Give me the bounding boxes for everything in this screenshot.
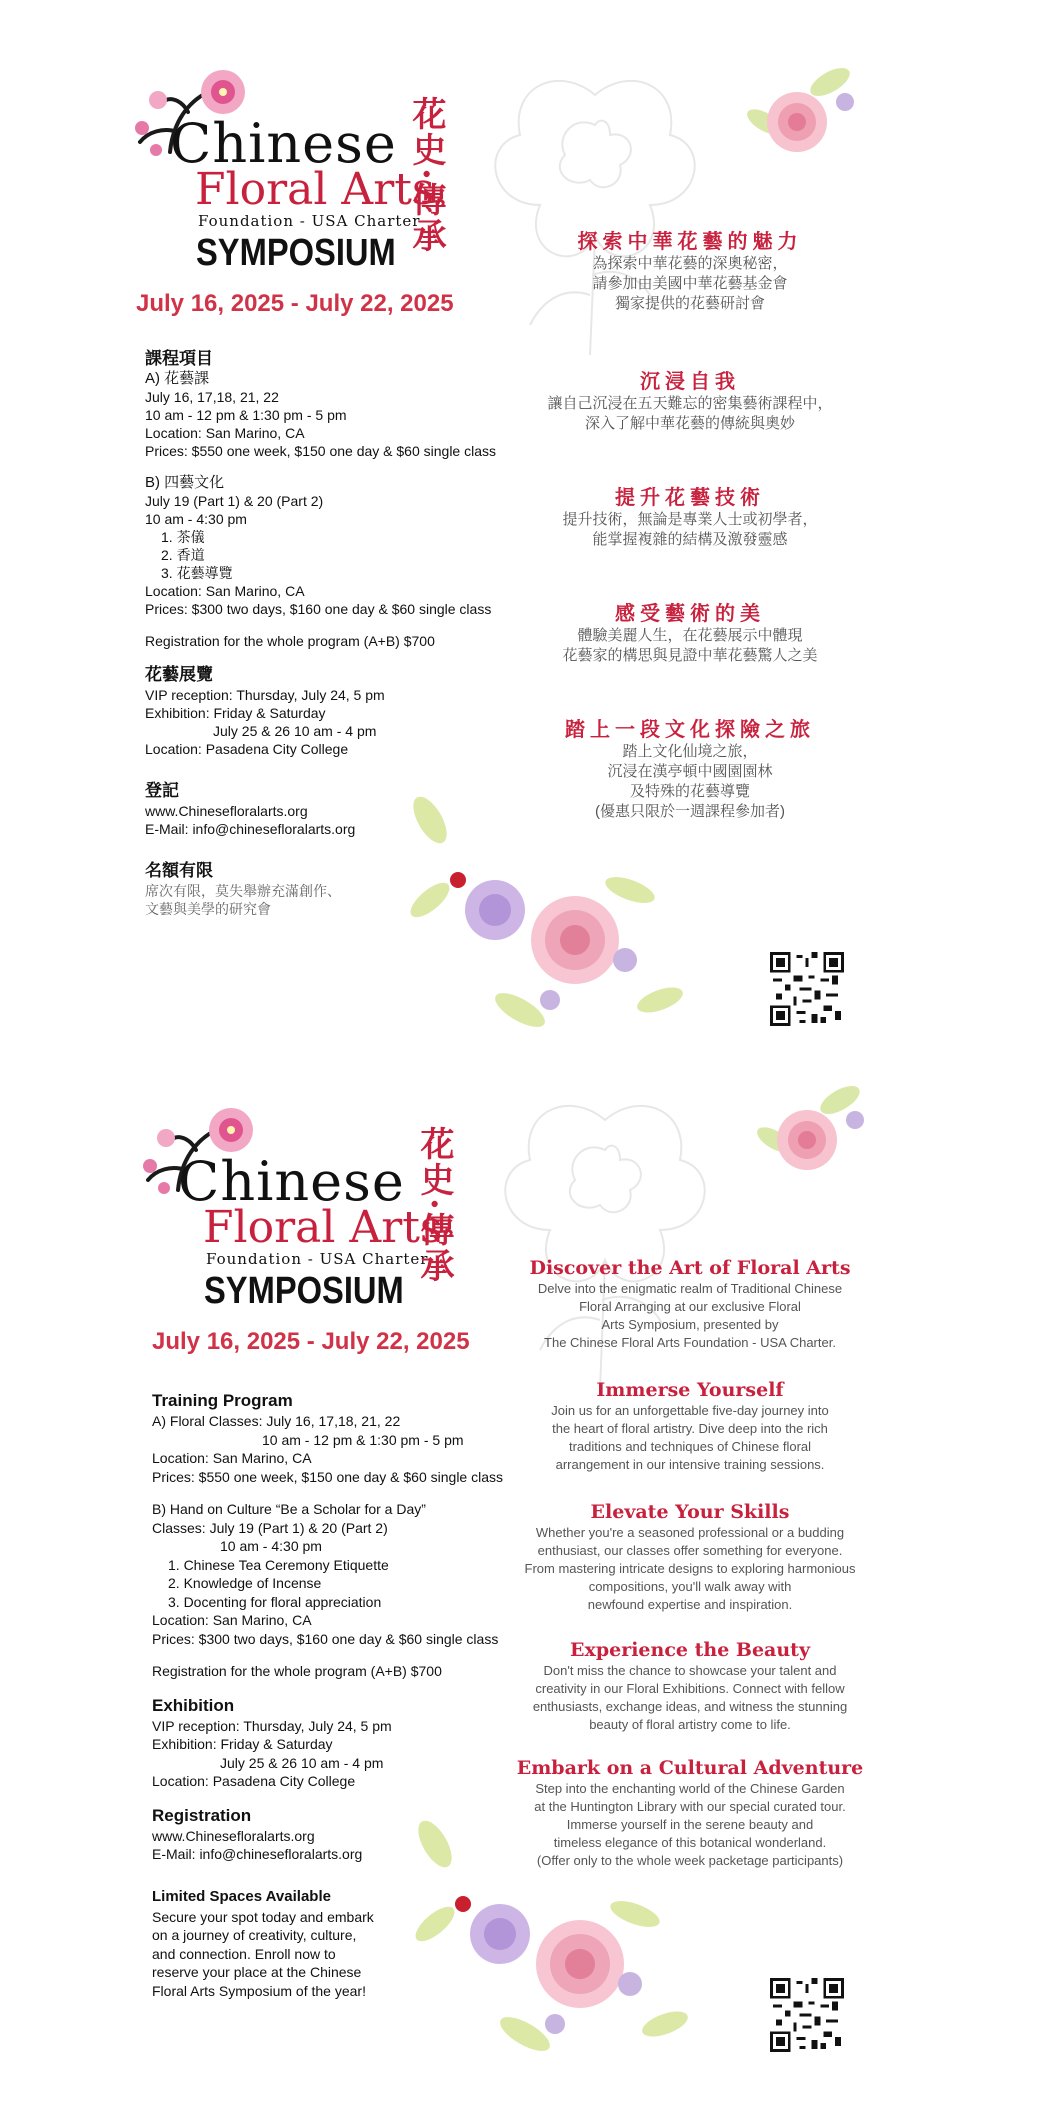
exhibition-days: Exhibition: Friday & Saturday (152, 1736, 333, 1752)
program-b-item: 2. 香道 (161, 547, 205, 563)
feature-line: creativity in our Floral Exhibitions. Connect with fellow (535, 1681, 845, 1696)
exhibition-vip: VIP reception: Thursday, July 24, 5 pm (145, 687, 385, 703)
feature-line: Floral Arranging at our exclusive Floral (579, 1299, 801, 1314)
program-b-item: 1. 茶儀 (161, 529, 205, 545)
exhibition-heading: Exhibition (152, 1695, 235, 1715)
feature-line: 體驗美麗人生，在花藝展示中體現 (577, 627, 803, 644)
exhibition-location: Location: Pasadena City College (145, 741, 349, 757)
limited-line: Secure your spot today and embark (152, 1908, 374, 1925)
limited-line: 席次有限，莫失舉辦充滿創作、 (145, 883, 341, 899)
registration-email: E-Mail: info@chinesefloralarts.org (145, 821, 356, 837)
right-feature-block (500, 228, 880, 314)
feature-title: 感受藝術的美 (615, 601, 765, 625)
right-feature-block (495, 1638, 885, 1734)
event-date-range: July 16, 2025 - July 22, 2025 (152, 1328, 470, 1355)
feature-line: 提升技術，無論是專業人士或初學者， (562, 511, 818, 528)
feature-line: 為探索中華花藝的深奧秘密， (592, 255, 788, 272)
program-b-location: Location: San Marino, CA (145, 583, 305, 599)
program-a-location: Location: San Marino, CA (145, 425, 305, 441)
logo-symposium-word: SYMPOSIUM (196, 232, 396, 274)
limited-heading: Limited Spaces Available (152, 1887, 331, 1905)
exhibition-days: Exhibition: Friday & Saturday (145, 705, 326, 721)
background-peony-icon (490, 1080, 720, 1400)
program-b-item: 3. 花藝導覽 (161, 565, 233, 581)
program-a-line: A) Floral Classes: July 16, 17,18, 21, 22 (152, 1413, 401, 1429)
feature-line: Don't miss the chance to showcase your talent and (543, 1663, 837, 1678)
feature-line: compositions, you'll walk away with (588, 1579, 792, 1594)
program-b-location: Location: San Marino, CA (152, 1612, 312, 1628)
feature-title: Immerse Yourself (596, 1379, 784, 1401)
background-peony-icon (480, 55, 710, 365)
feature-title: 沉浸自我 (640, 369, 740, 393)
limited-line: on a journey of creativity, culture, (152, 1927, 357, 1943)
feature-line: 及特殊的花藝導覽 (629, 783, 750, 800)
registration-email: E-Mail: info@chinesefloralarts.org (152, 1846, 363, 1862)
right-feature-block (495, 1256, 885, 1352)
feature-title: Embark on a Cultural Adventure (516, 1757, 864, 1779)
right-feature-block (500, 484, 880, 550)
feature-line: Immerse yourself in the serene beauty and (566, 1817, 814, 1832)
program-a-dates: July 16, 17,18, 21, 22 (145, 389, 279, 405)
feature-line: (Offer only to the whole week packetage participants) (536, 1853, 844, 1868)
program-b-prices: Prices: $300 two days, $160 one day & $60 single class (145, 601, 492, 617)
feature-line: Whether you're a seasoned professional or a budding (535, 1525, 845, 1540)
exhibition-heading: 花藝展覽 (145, 665, 213, 684)
feature-line: 深入了解中華花藝的傳統與奧妙 (584, 415, 795, 432)
peony-flower-icon (735, 62, 865, 162)
exhibition-vip: VIP reception: Thursday, July 24, 5 pm (152, 1717, 392, 1734)
limited-line: 文藝與美學的研究會 (145, 901, 271, 917)
feature-line: enthusiasts, exchange ideas, and witness the stunning (532, 1699, 848, 1714)
registration-website: www.Chinesefloralarts.org (145, 803, 308, 819)
feature-line: timeless elegance of this botanical wonderland. (553, 1835, 827, 1850)
program-b-time: 10 am - 4:30 pm (145, 511, 247, 527)
qr-code-icon[interactable] (770, 1978, 844, 2052)
program-a-prices: Prices: $550 one week, $150 one day & $60 single class (145, 443, 497, 459)
event-date-range: July 16, 2025 - July 22, 2025 (136, 290, 454, 317)
feature-line: 花藝家的構思與見證中華花藝驚人之美 (562, 647, 818, 664)
registration-website: www.Chinesefloralarts.org (152, 1827, 315, 1844)
feature-line: 獨家提供的花藝研討會 (614, 295, 765, 312)
right-feature-block (495, 1500, 885, 1614)
feature-title: 探索中華花藝的魅力 (577, 229, 803, 253)
logo-floral-arts-word: Floral Arts (203, 1202, 443, 1253)
logo-symposium-word: SYMPOSIUM (204, 1270, 404, 1312)
feature-line: enthusiast, our classes offer something for everyone. (537, 1543, 843, 1558)
feature-title: Experience the Beauty (570, 1639, 810, 1661)
feature-title: Discover the Art of Floral Arts (529, 1257, 851, 1279)
limited-heading: 名額有限 (145, 861, 213, 880)
program-b-classes: Classes: July 19 (Part 1) & 20 (Part 2) (152, 1519, 388, 1536)
limited-line: reserve your place at the Chinese (152, 1964, 362, 1980)
feature-line: arrangement in our intensive training sessions. (555, 1457, 825, 1472)
program-b-item: 3. Docenting for floral appreciation (168, 1593, 382, 1610)
program-a-time: 10 am - 12 pm & 1:30 pm - 5 pm (262, 1431, 464, 1448)
feature-line: The Chinese Floral Arts Foundation - USA Charter. (544, 1335, 836, 1350)
feature-title: Elevate Your Skills (590, 1501, 790, 1523)
feature-line: the heart of floral artistry. Dive deep into the rich (552, 1421, 828, 1436)
feature-line: 讓自己沉浸在五天難忘的密集藝術課程中， (547, 395, 833, 412)
program-a-title: A) 花藝課 (145, 370, 210, 387)
feature-line: Delve into the enigmatic realm of Traditional Chinese (537, 1281, 843, 1296)
english-flyer-panel (0, 1060, 1041, 2119)
program-b-title: B) 四藝文化 (145, 474, 225, 491)
feature-line: Arts Symposium, presented by (601, 1317, 779, 1332)
program-b-title: B) Hand on Culture “Be a Scholar for a Day” (152, 1501, 426, 1517)
program-b-item: 1. Chinese Tea Ceremony Etiquette (168, 1556, 389, 1573)
logo-foundation-text: Foundation - USA Charter (198, 212, 421, 230)
peony-flower-icon (405, 1814, 705, 2064)
right-feature-block (500, 368, 880, 434)
feature-line: 踏上文化仙境之旅， (622, 743, 758, 760)
exhibition-dates: July 25 & 26 10 am - 4 pm (213, 723, 377, 739)
peony-flower-icon (400, 790, 700, 1040)
registration-heading: Registration (152, 1805, 252, 1825)
limited-line: and connection. Enroll now to (152, 1945, 336, 1962)
program-a-time: 10 am - 12 pm & 1:30 pm - 5 pm (145, 407, 347, 423)
registration-heading: 登記 (145, 781, 179, 800)
feature-title: 提升花藝技術 (615, 485, 765, 509)
feature-line: 沉浸在漢亭頓中國園園林 (607, 763, 773, 780)
program-heading: Training Program (152, 1391, 293, 1410)
feature-line: (優惠只限於一週課程參加者) (595, 803, 785, 820)
feature-line: newfound expertise and inspiration. (587, 1597, 793, 1612)
feature-line: From mastering intricate designs to exploring harmonious (524, 1561, 856, 1576)
program-heading: 課程項目 (145, 349, 213, 368)
whole-program-price: Registration for the whole program (A+B) $700 (145, 633, 435, 649)
whole-program-price: Registration for the whole program (A+B) $700 (152, 1663, 442, 1679)
feature-line: Join us for an unforgettable five-day journey into (551, 1403, 829, 1418)
logo-floral-arts-word: Floral Arts (195, 164, 435, 215)
exhibition-dates: July 25 & 26 10 am - 4 pm (220, 1754, 384, 1771)
logo-chinese-word: Chinese (178, 1150, 405, 1213)
feature-line: beauty of floral artistry come to life. (589, 1717, 791, 1732)
feature-line: 能掌握複雜的結構及激發靈感 (592, 531, 788, 548)
feature-title: 踏上一段文化探險之旅 (565, 717, 815, 741)
logo-chinese-word: Chinese (170, 112, 397, 175)
program-b-item: 2. Knowledge of Incense (168, 1575, 322, 1591)
logo-foundation-text: Foundation - USA Charter (206, 1250, 429, 1268)
feature-line: Step into the enchanting world of the Chinese Garden (535, 1781, 845, 1796)
exhibition-location: Location: Pasadena City College (152, 1773, 356, 1789)
feature-line: at the Huntington Library with our special curated tour. (534, 1799, 846, 1814)
vertical-chinese-title: 花史·傳承 (414, 1126, 454, 1284)
program-b-prices: Prices: $300 two days, $160 one day & $60 single class (152, 1630, 499, 1647)
program-a-prices: Prices: $550 one week, $150 one day & $60 single class (152, 1468, 504, 1485)
right-feature-block (495, 1378, 885, 1474)
peony-flower-icon (745, 1080, 875, 1180)
program-b-dates: July 19 (Part 1) & 20 (Part 2) (145, 493, 324, 509)
program-b-time: 10 am - 4:30 pm (220, 1538, 322, 1554)
limited-line: Floral Arts Symposium of the year! (152, 1982, 366, 1999)
vertical-chinese-title: 花史·傳承 (406, 96, 446, 254)
qr-code-icon[interactable] (770, 952, 844, 1026)
feature-line: 請參加由美國中華花藝基金會 (592, 275, 788, 292)
right-feature-block (500, 600, 880, 666)
program-a-location: Location: San Marino, CA (152, 1450, 312, 1466)
feature-line: traditions and techniques of Chinese floral (568, 1439, 812, 1454)
